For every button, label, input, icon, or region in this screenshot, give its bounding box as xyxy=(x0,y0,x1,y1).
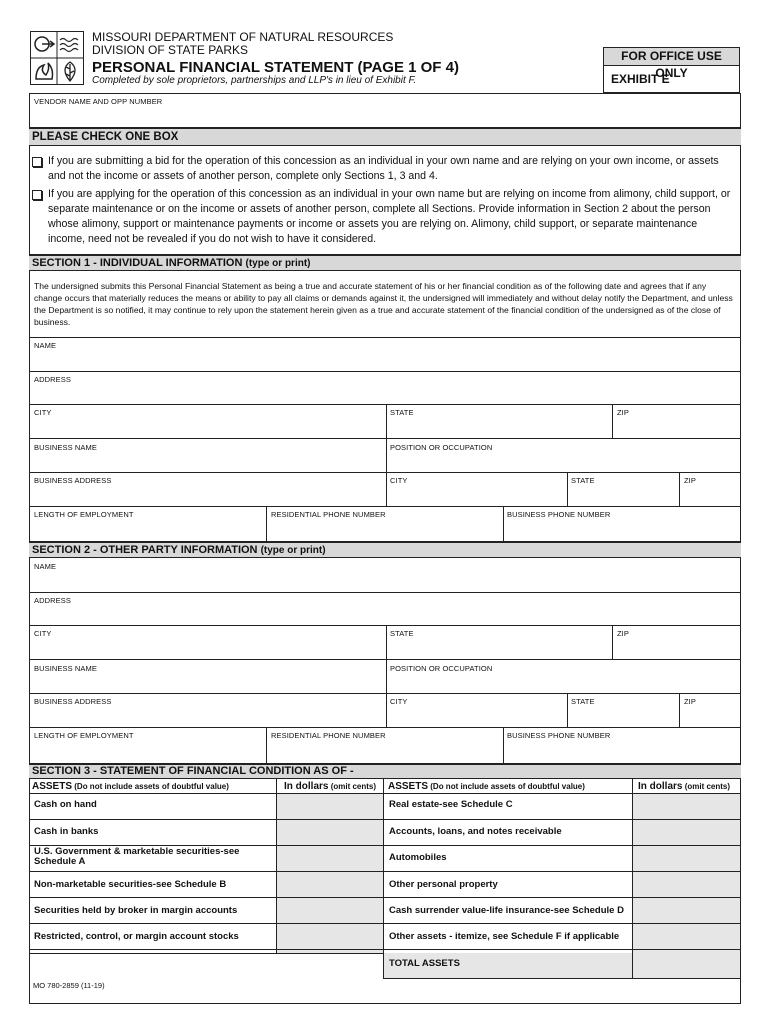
state-label: STATE xyxy=(390,408,414,417)
city-label: CITY xyxy=(34,629,52,638)
business-address-label: BUSINESS ADDRESS xyxy=(34,476,112,485)
business-phone-label: BUSINESS PHONE NUMBER xyxy=(507,510,611,519)
state-label: STATE xyxy=(390,629,414,638)
section2-note: (type or print) xyxy=(260,545,326,556)
dollars-personal-property-input[interactable] xyxy=(633,872,739,897)
asset-other: Other assets - itemize, see Schedule F if applicable xyxy=(389,931,620,942)
asset-cash-in-banks: Cash in banks xyxy=(34,826,99,837)
business-name-label: BUSINESS NAME xyxy=(34,443,97,452)
length-employment-label: LENGTH OF EMPLOYMENT xyxy=(34,510,134,519)
assets-title: ASSETS xyxy=(32,781,73,792)
dollars-total-assets-input[interactable] xyxy=(633,950,739,977)
asset-gov-securities: U.S. Government & marketable securities-see Schedule A xyxy=(34,846,240,867)
s1-length-employment-field[interactable] xyxy=(30,519,265,540)
dollars-note: (omit cents) xyxy=(684,782,731,791)
asset-receivables: Accounts, loans, and notes receivable xyxy=(389,826,562,837)
s2-length-employment-field[interactable] xyxy=(30,740,265,762)
section2-title: SECTION 2 - OTHER PARTY INFORMATION xyxy=(32,544,258,556)
dollars-receivables-input[interactable] xyxy=(633,820,739,845)
division-name: DIVISION OF STATE PARKS xyxy=(92,43,249,57)
checkbox-icon[interactable] xyxy=(32,190,42,200)
form-title: PERSONAL FINANCIAL STATEMENT (PAGE 1 OF 4) xyxy=(92,59,459,76)
form-subtitle: Completed by sole proprietors, partnerships and LLP's in lieu of Exhibit F. xyxy=(92,75,417,86)
assets-header-left xyxy=(32,781,229,792)
dnr-logo-icon xyxy=(30,31,84,85)
state-label: STATE xyxy=(571,697,595,706)
address-label: ADDRESS xyxy=(34,596,71,605)
asset-broker-margin: Securities held by broker in margin accounts xyxy=(34,905,238,916)
asset-restricted-stocks: Restricted, control, or margin account stocks xyxy=(34,931,239,942)
business-name-label: BUSINESS NAME xyxy=(34,664,97,673)
exhibit-label: EXHIBIT E xyxy=(611,72,670,86)
zip-label: ZIP xyxy=(684,476,696,485)
asset-personal-property: Other personal property xyxy=(389,879,498,890)
vendor-label: VENDOR NAME AND OPP NUMBER xyxy=(34,97,163,106)
dollars-restricted-stocks-input[interactable] xyxy=(277,924,382,949)
s1-business-address-field[interactable] xyxy=(30,485,385,506)
option-all-sections[interactable] xyxy=(32,187,732,247)
zip-label: ZIP xyxy=(617,629,629,638)
dollars-header-left xyxy=(284,781,376,792)
business-phone-label: BUSINESS PHONE NUMBER xyxy=(507,731,611,740)
dollars-cash-on-hand-input[interactable] xyxy=(277,794,382,819)
s1-city-field[interactable] xyxy=(30,417,385,438)
asset-life-insurance: Cash surrender value-life insurance-see Schedule D xyxy=(389,905,624,916)
dollars-automobiles-input[interactable] xyxy=(633,846,739,871)
vendor-field[interactable] xyxy=(30,107,740,127)
s2-state-field[interactable] xyxy=(387,638,611,659)
s2-business-city-field[interactable] xyxy=(387,706,566,727)
asset-real-estate: Real estate-see Schedule C xyxy=(389,799,513,810)
city-label: CITY xyxy=(390,697,408,706)
s2-business-address-field[interactable] xyxy=(30,706,385,727)
s1-business-zip-field[interactable] xyxy=(680,485,739,506)
assets-note: (Do not include assets of doubtful value) xyxy=(430,782,585,791)
check-box-heading: PLEASE CHECK ONE BOX xyxy=(29,127,741,146)
s2-position-field[interactable] xyxy=(387,673,739,693)
residential-phone-label: RESIDENTIAL PHONE NUMBER xyxy=(271,731,386,740)
section1-statement: The undersigned submits this Personal Financial Statement as being a true and accurate statement of his or her financial condition as of the following date and agrees that if any change occurs that materially reduces the means or ability to pay all claims or demands against it, the undersigned will immediately and without delay notify the Department, and unless the Department is so notified, it may continue to rely upon the statement herein given as a true and accurate statement of the financial condition of the undersigned as of the close of business. xyxy=(34,281,733,327)
name-label: NAME xyxy=(34,341,57,350)
s2-address-field[interactable] xyxy=(30,605,740,625)
section2-heading xyxy=(29,541,741,558)
city-label: CITY xyxy=(390,476,408,485)
s2-city-field[interactable] xyxy=(30,638,385,659)
s1-position-field[interactable] xyxy=(387,452,739,472)
dollars-note: (omit cents) xyxy=(330,782,377,791)
dollars-other-assets-input[interactable] xyxy=(633,924,739,949)
dollars-cash-in-banks-input[interactable] xyxy=(277,820,382,845)
section1-title: SECTION 1 - INDIVIDUAL INFORMATION xyxy=(32,257,243,269)
dollars-life-insurance-input[interactable] xyxy=(633,898,739,923)
s1-zip-field[interactable] xyxy=(613,417,739,438)
s1-state-field[interactable] xyxy=(387,417,611,438)
s2-business-phone-field[interactable] xyxy=(504,740,739,762)
assets-header-right xyxy=(388,781,585,792)
option2-text: If you are applying for the operation of this concession as an individual in your own name but are relying on income from alimony, child support, or separate maintenance or on the income or assets of another person, complete all Sections. Provide information in Section 2 about the person whose alimony, support or maintenance payments or income or assets you are relying on. Alimony, child support, or separate maintenance income, need not be revealed if you do not wish to have it considered. xyxy=(48,188,731,245)
name-label: NAME xyxy=(34,562,57,571)
s1-business-state-field[interactable] xyxy=(568,485,678,506)
assets-note: (Do not include assets of doubtful value) xyxy=(74,782,229,791)
section1-note: (type or print) xyxy=(245,258,311,269)
s2-residential-phone-field[interactable] xyxy=(267,740,502,762)
form-number: MO 780-2859 (11-19) xyxy=(33,981,105,990)
dollars-title: In dollars xyxy=(284,781,329,792)
s1-business-name-field[interactable] xyxy=(30,452,385,472)
s2-zip-field[interactable] xyxy=(613,638,739,659)
s1-business-city-field[interactable] xyxy=(387,485,566,506)
city-label: CITY xyxy=(34,408,52,417)
dollars-broker-margin-input[interactable] xyxy=(277,898,382,923)
section1-heading xyxy=(29,254,741,271)
assets-title: ASSETS xyxy=(388,781,429,792)
address-label: ADDRESS xyxy=(34,375,71,384)
dollars-non-marketable-input[interactable] xyxy=(277,872,382,897)
zip-label: ZIP xyxy=(684,697,696,706)
dollars-gov-securities-input[interactable] xyxy=(277,846,382,871)
option-sections-134[interactable] xyxy=(32,154,732,184)
length-employment-label: LENGTH OF EMPLOYMENT xyxy=(34,731,134,740)
asset-cash-on-hand: Cash on hand xyxy=(34,799,97,810)
residential-phone-label: RESIDENTIAL PHONE NUMBER xyxy=(271,510,386,519)
s1-name-field[interactable] xyxy=(30,350,740,371)
s2-business-zip-field[interactable] xyxy=(680,706,739,727)
s1-business-phone-field[interactable] xyxy=(504,519,739,540)
business-address-label: BUSINESS ADDRESS xyxy=(34,697,112,706)
asset-automobiles: Automobiles xyxy=(389,852,447,863)
agency-name: MISSOURI DEPARTMENT OF NATURAL RESOURCES xyxy=(92,30,394,44)
checkbox-icon[interactable] xyxy=(32,157,42,167)
office-use-box xyxy=(603,47,740,93)
position-label: POSITION OR OCCUPATION xyxy=(390,664,493,673)
dollars-header-right xyxy=(638,781,730,792)
option1-text: If you are submitting a bid for the operation of this concession as an individual in your own name and are relying on your own income, or assets and not the income or assets of another person, complete only Sections 1, 3 and 4. xyxy=(48,155,719,182)
office-use-label: FOR OFFICE USE ONLY xyxy=(604,48,739,66)
total-assets-label: TOTAL ASSETS xyxy=(389,958,460,969)
s2-business-name-field[interactable] xyxy=(30,673,385,693)
section3-heading: SECTION 3 - STATEMENT OF FINANCIAL CONDITION AS OF - xyxy=(29,763,741,778)
position-label: POSITION OR OCCUPATION xyxy=(390,443,493,452)
dollars-real-estate-input[interactable] xyxy=(633,794,739,819)
s1-residential-phone-field[interactable] xyxy=(267,519,502,540)
zip-label: ZIP xyxy=(617,408,629,417)
state-label: STATE xyxy=(571,476,595,485)
s1-address-field[interactable] xyxy=(30,384,740,404)
s2-name-field[interactable] xyxy=(30,571,740,592)
dollars-title: In dollars xyxy=(638,781,683,792)
asset-non-marketable: Non-marketable securities-see Schedule B xyxy=(34,879,227,890)
s2-business-state-field[interactable] xyxy=(568,706,678,727)
